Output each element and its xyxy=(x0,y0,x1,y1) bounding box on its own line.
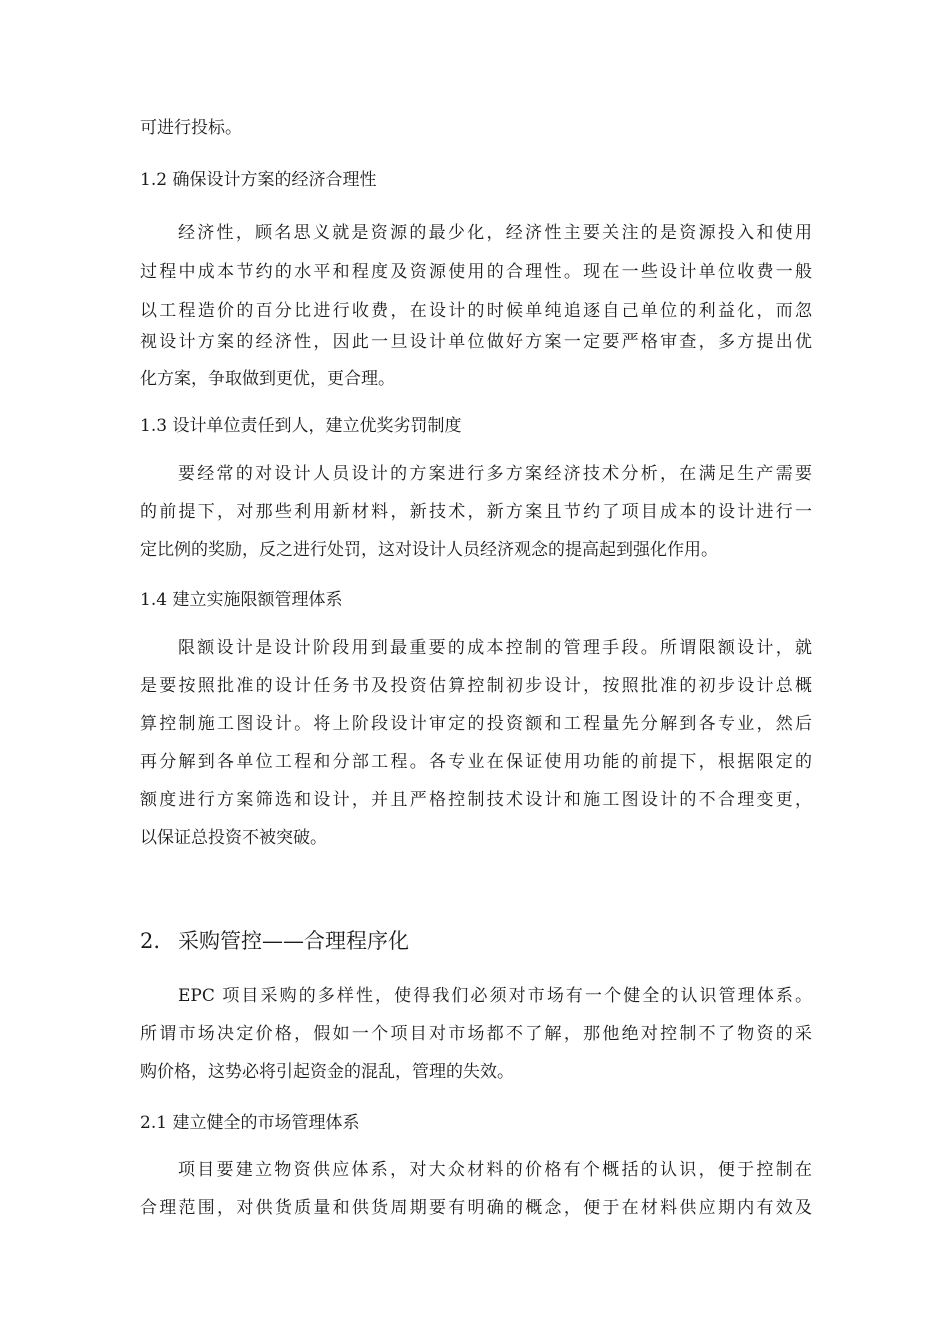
section-heading-1-3: 1.3 设计单位责任到人，建立优奖劣罚制度 xyxy=(140,416,462,436)
section-heading-1-4: 1.4 建立实施限额管理体系 xyxy=(140,590,343,610)
paragraph-line: 额度进行方案筛选和设计，并且严格控制技术设计和施工图设计的不合理变更， xyxy=(140,790,812,810)
paragraph-line: 合理范围，对供货质量和供货周期要有明确的概念，便于在材料供应期内有效及 xyxy=(140,1198,812,1218)
paragraph-line: 再分解到各单位工程和分部工程。各专业在保证使用功能的前提下，根据限定的 xyxy=(140,752,812,772)
paragraph-line: 项目要建立物资供应体系，对大众材料的价格有个概括的认识，便于控制在 xyxy=(178,1160,812,1180)
paragraph-line: 化方案，争取做到更优，更合理。 xyxy=(140,369,395,389)
paragraph-line: 定比例的奖励，反之进行处罚，这对设计人员经济观念的提高起到强化作用。 xyxy=(140,540,718,560)
section-heading-2 xyxy=(140,926,409,956)
paragraph-line: 以保证总投资不被突破。 xyxy=(140,828,327,848)
paragraph-line: 过程中成本节约的水平和程度及资源使用的合理性。现在一些设计单位收费一般 xyxy=(140,262,812,282)
paragraph-line: 可进行投标。 xyxy=(140,118,242,138)
paragraph-line: 经济性，顾名思义就是资源的最少化，经济性主要关注的是资源投入和使用 xyxy=(178,223,812,243)
paragraph-line: 算控制施工图设计。将上阶段设计审定的投资额和工程量先分解到各专业，然后 xyxy=(140,714,812,734)
paragraph-line: 限额设计是设计阶段用到最重要的成本控制的管理手段。所谓限额设计，就 xyxy=(178,638,812,658)
paragraph-line: 视设计方案的经济性，因此一旦设计单位做好方案一定要严格审查，多方提出优 xyxy=(140,332,812,352)
paragraph-line: 的前提下，对那些利用新材料，新技术，新方案且节约了项目成本的设计进行一 xyxy=(140,502,812,522)
paragraph-line: 是要按照批准的设计任务书及投资估算控制初步设计，按照批准的初步设计总概 xyxy=(140,676,812,696)
paragraph-line: 要经常的对设计人员设计的方案进行多方案经济技术分析，在满足生产需要 xyxy=(178,464,812,484)
section-number: 2. xyxy=(140,929,161,953)
section-heading-2-1: 2.1 建立健全的市场管理体系 xyxy=(140,1113,360,1133)
paragraph-line: 以工程造价的百分比进行收费，在设计的时候单纯追逐自己单位的利益化，而忽 xyxy=(140,301,812,321)
section-title: 采购管控——合理程序化 xyxy=(178,929,409,953)
section-heading-1-2: 1.2 确保设计方案的经济合理性 xyxy=(140,170,377,190)
paragraph-line: EPC 项目采购的多样性，使得我们必须对市场有一个健全的认识管理体系。 xyxy=(178,986,812,1006)
paragraph-line: 购价格，这势必将引起资金的混乱，管理的失效。 xyxy=(140,1062,514,1082)
paragraph-line: 所谓市场决定价格，假如一个项目对市场都不了解，那他绝对控制不了物资的采 xyxy=(140,1024,812,1044)
